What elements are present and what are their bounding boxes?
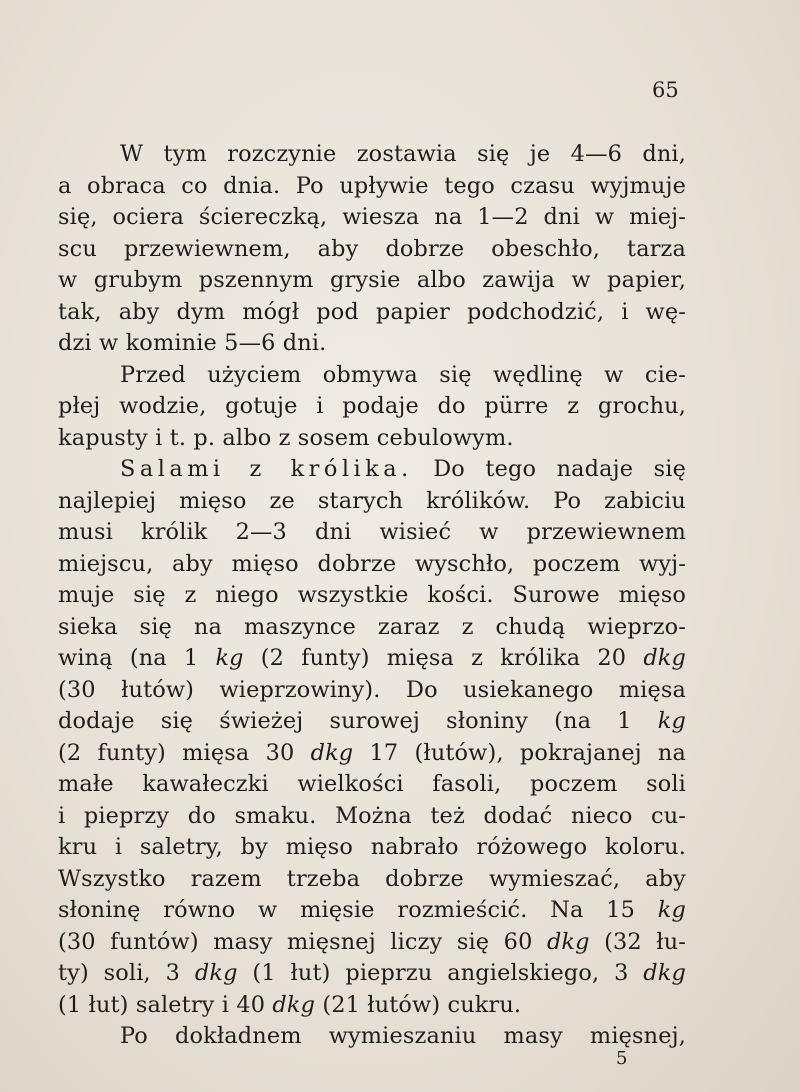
text-line	[58, 454, 686, 486]
text-fragment: słoninę równo w mięsie rozmieścić. Na 15	[58, 897, 658, 923]
text-fragment: 17 (łutów), pokrajanej na	[353, 739, 686, 766]
text-line	[58, 990, 686, 1022]
unit-fragment: dkg	[194, 960, 238, 986]
text-line	[58, 958, 686, 990]
unit-fragment: dkg	[546, 928, 590, 955]
text-line: Po dokładnem wymieszaniu masy mięsnej,	[120, 1023, 686, 1049]
text-line: W tym rozczynie zostawia się je 4—6 dni,	[120, 141, 686, 167]
recipe-heading: Salami z królika.	[120, 456, 413, 482]
text-fragment: (1 łut) pieprzu angielskiego, 3	[237, 960, 644, 986]
text-line: musi królik 2—3 dni wisieć w przewiewnem	[58, 519, 686, 545]
text-fragment: (1 łut) saletry i 40	[58, 991, 273, 1018]
unit-fragment: dkg	[272, 991, 316, 1018]
text-fragment: ty) soli, 3	[58, 960, 195, 986]
unit-fragment: kg	[657, 897, 686, 923]
unit-fragment: dkg	[643, 645, 686, 671]
unit-fragment: dkg	[310, 739, 354, 766]
text-line	[58, 895, 686, 927]
text-line: Wszystko razem trzeba dobrze wymieszać, aby	[58, 865, 686, 892]
text-fragment: (2 funty) mięsa 30	[58, 739, 311, 766]
text-fragment: (2 funty) mięsa z królika 20	[243, 645, 644, 671]
text-fragment: (32 łu-	[589, 928, 686, 955]
text-line: Przed użyciem obmywa się wędlinę w cie-	[120, 361, 686, 388]
text-line	[58, 706, 686, 738]
text-fragment: (21 łutów) cukru.	[315, 991, 522, 1018]
text-line	[58, 643, 686, 675]
signature-mark: 5	[616, 1048, 628, 1069]
text-fragment: Do tego nadaje się	[412, 456, 686, 482]
text-line: a obraca co dnia. Po upływie tego czasu wyjmuje	[58, 172, 686, 199]
text-line: i pieprzy do smaku. Można też dodać nieco cu-	[58, 802, 686, 829]
text-line: siekа się na maszynce zaraz z chudą wieprzo-	[58, 613, 686, 640]
text-line	[58, 738, 686, 770]
text-line: scu przewiewnem, aby dobrze obeschło, tarza	[58, 235, 686, 262]
text-line: się, ociera ściereczką, wiesza na 1—2 dni w miej-	[58, 204, 686, 230]
unit-fragment: dkg	[643, 960, 686, 986]
text-line: najlepiej mięso ze starych królików. Po zabiciu	[58, 487, 686, 514]
text-line: muje się z niego wszystkie kości. Surowe mięso	[58, 582, 686, 608]
text-line	[58, 927, 686, 959]
text-line: kru i saletry, by mięso nabrało różowego koloru.	[58, 834, 686, 860]
unit-fragment: kg	[657, 708, 686, 734]
unit-fragment: kg	[215, 645, 244, 671]
text-line: małe kawałeczki wielkości fasoli, poczem soli	[58, 771, 686, 797]
text-line: miejscu, aby mięso dobrze wyschło, poczem wyj-	[58, 550, 686, 577]
text-line: płej wodzie, gotuje i podaje do pürre z grochu,	[58, 393, 686, 419]
page-text	[58, 139, 686, 1053]
text-line: (30 łutów) wieprzowiny). Do usiekanego mięsa	[58, 676, 686, 703]
text-fragment: dodaje się świeżej surowej słoniny (na 1	[58, 708, 658, 734]
text-line: w grubym pszennym grysie albo zawija w papier,	[58, 267, 686, 293]
text-line: dzi w kominie 5—6 dni.	[58, 330, 327, 356]
text-fragment: winą (na 1	[58, 645, 216, 671]
text-line: tak, aby dym mógł pod papier podchodzić, i wę-	[58, 298, 686, 325]
text-fragment: (30 funtów) masy mięsnej liczy się 60	[58, 928, 547, 955]
text-line: kapusty i t. p. albo z sosem cebulowym.	[58, 424, 514, 451]
page-number: 65	[652, 78, 679, 102]
